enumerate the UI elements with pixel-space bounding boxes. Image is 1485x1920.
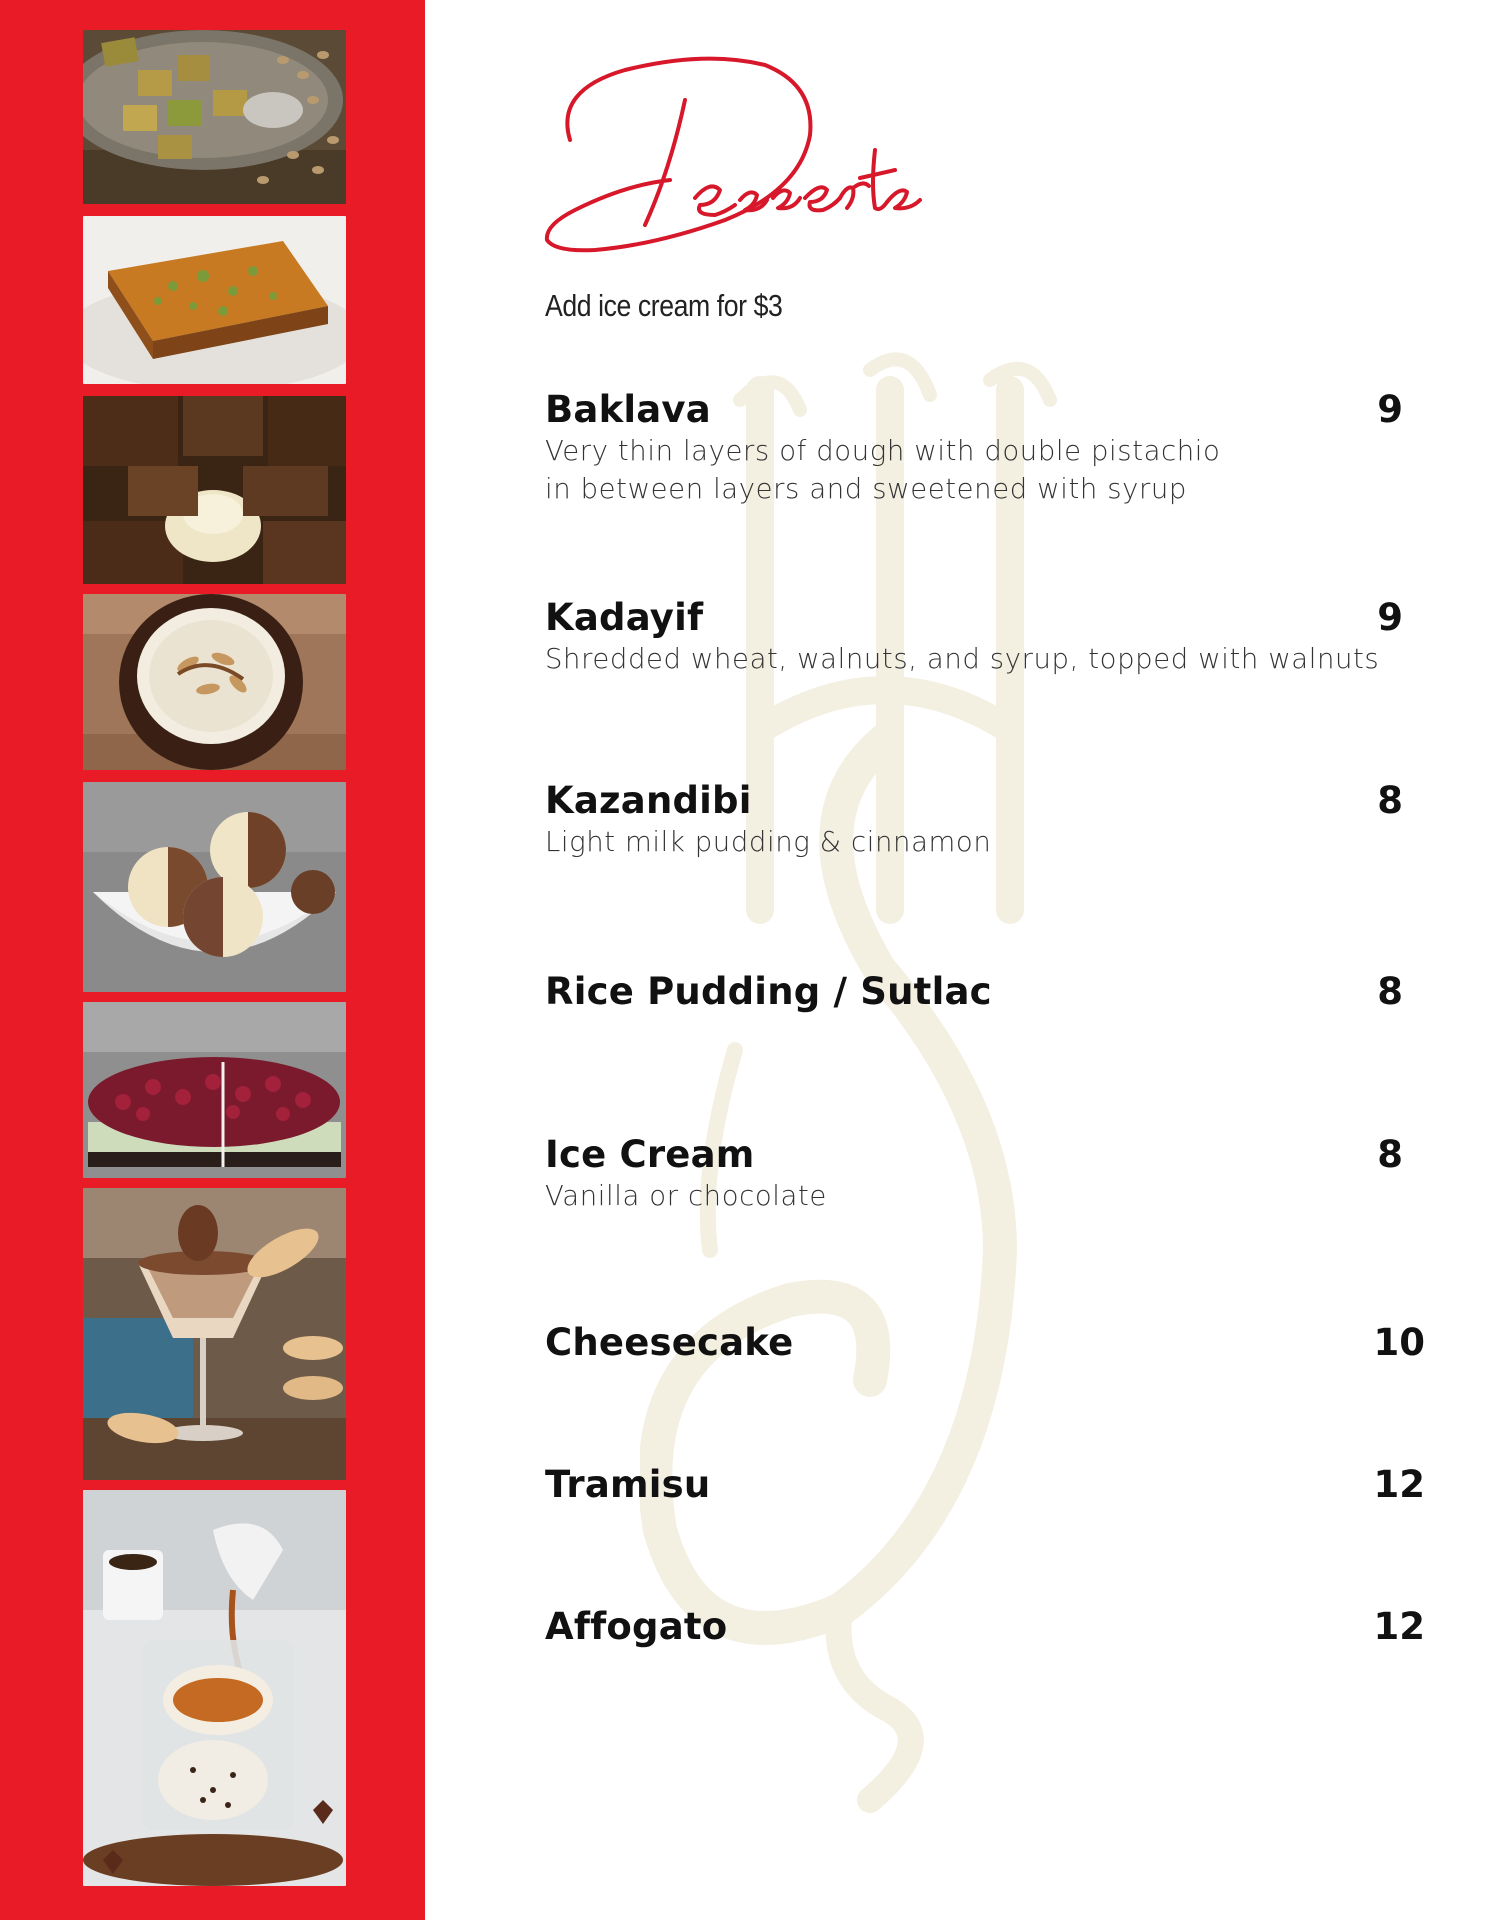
menu-item-price: 12 — [1373, 1605, 1425, 1648]
ice-cream-photo — [83, 782, 346, 992]
rice-pudding-photo — [83, 594, 346, 770]
baklava-photo — [83, 30, 346, 204]
menu-item-ice-cream — [545, 1133, 1425, 1215]
kazandibi-photo — [83, 396, 346, 584]
menu-item-price: 12 — [1373, 1463, 1425, 1506]
menu-item-description: Shredded wheat, walnuts, and syrup, topped with walnuts — [545, 643, 1380, 675]
menu-item-rice-pudding — [545, 970, 1425, 1014]
menu-item-name: Tramisu — [545, 1463, 711, 1506]
page-subtitle: Add ice cream for $3 — [545, 288, 783, 323]
desserts-script-logo — [535, 40, 975, 280]
menu-item-cheesecake — [545, 1321, 1425, 1365]
menu-item-name: Cheesecake — [545, 1321, 794, 1364]
photo-sidebar — [0, 0, 425, 1920]
menu-item-description: in between layers and sweetened with syrup — [545, 473, 1187, 505]
menu-item-name: Affogato — [545, 1605, 728, 1648]
menu-item-baklava — [545, 388, 1425, 508]
menu-item-description: Light milk pudding & cinnamon — [545, 826, 992, 858]
affogato-photo — [83, 1490, 346, 1886]
menu-item-affogato — [545, 1605, 1425, 1649]
tiramisu-photo — [83, 1188, 346, 1480]
menu-item-price: 9 — [1377, 596, 1403, 639]
menu-item-kadayif — [545, 596, 1425, 678]
menu-item-price: 8 — [1377, 970, 1403, 1013]
menu-item-price: 8 — [1377, 779, 1403, 822]
menu-item-name: Ice Cream — [545, 1133, 755, 1176]
menu-item-price: 9 — [1377, 388, 1403, 431]
menu-item-name: Baklava — [545, 388, 711, 431]
kadayif-photo — [83, 216, 346, 384]
menu-item-tramisu — [545, 1463, 1425, 1507]
menu-item-name: Rice Pudding / Sutlac — [545, 970, 992, 1013]
menu-item-price: 8 — [1377, 1133, 1403, 1176]
page-title — [535, 40, 975, 280]
menu-item-name: Kadayif — [545, 596, 704, 639]
menu-item-description: Very thin layers of dough with double pistachio — [545, 435, 1221, 467]
menu-item-name: Kazandibi — [545, 779, 752, 822]
cheesecake-photo — [83, 1002, 346, 1178]
menu-item-description: Vanilla or chocolate — [545, 1180, 827, 1212]
menu-item-kazandibi — [545, 779, 1425, 861]
menu-item-price: 10 — [1373, 1321, 1425, 1364]
